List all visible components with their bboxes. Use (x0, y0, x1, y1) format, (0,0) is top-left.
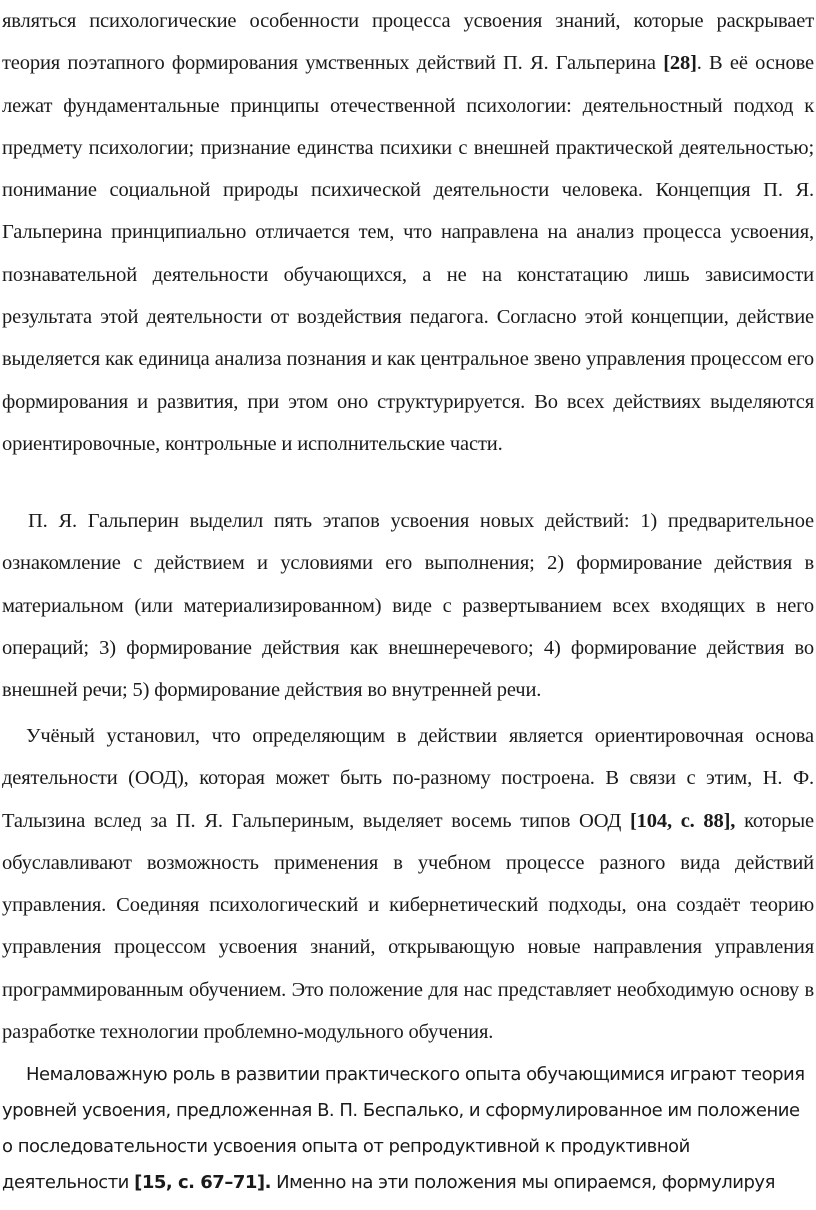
paragraph-2-text: П. Я. Гальперин выделил пять этапов усвоения новых действий: 1) предварительное ознакомление с действием и условиями его выполнения; 2) формирование действия в материальном (или материализированном) виде с развертыванием всех входящих в него операций; 3) формирование действия как внешнеречевого; 4) формирование действия во внешней речи; 5) формирование действия во внутренней речи. (2, 510, 814, 702)
paragraph-4-text-a: Немаловажную роль в развитии практического опыта обучающимися играют теория уровней усвоения, предложенная В. П. Беспалько, и сформулированное им положение о последовательности усвоения опыта от репродуктивной к продуктивной деятельности (2, 1064, 805, 1193)
citation-28: [28] (663, 52, 697, 75)
paragraph-2 (2, 500, 814, 711)
paragraph-4 (2, 1057, 814, 1201)
paragraph-1-text-b: . В её основе лежат фундаментальные принципы отечественной психологии: деятельностный подход к предмету психологии; признание единства психики с внешней практической деятельностью; понимание социальной природы психической деятельности человека. Концепция П. Я. Гальперина принципиально отличается тем, что направлена на анализ процесса усвоения, познавательной деятельности обучающихся, а не на констатацию лишь зависимости результата этой деятельности от воздействия педагога. Согласно этой концепции, действие выделяется как единица анализа познания и как центральное звено управления процессом его формирования и развития, при этом оно структурируется. Во всех действиях выделяются ориентировочные, контрольные и исполнительские части. (2, 52, 814, 455)
paragraph-3 (2, 715, 814, 1053)
citation-15: [15, с. 67–71]. (134, 1172, 271, 1193)
paragraph-3-text-a: Учёный установил, что определяющим в действии является ориентировочная основа деятельности (ООД), которая может быть по-разному построена. В связи с этим, Н. Ф. Талызина вслед за П. Я. Гальпериным, выделяет восемь типов ООД (2, 725, 814, 832)
paragraph-3-text-b: которые обуславливают возможность применения в учебном процессе разного вида действий управления. Соединяя психологический и кибернетический подходы, она создаёт теорию управления процессом усвоения знаний, открывающую новые направления управления программированным обучением. Это положение для нас представляет необходимую основу в разработке технологии проблемно-модульного обучения. (2, 809, 814, 1044)
paragraph-1 (2, 0, 814, 465)
citation-104: [104, с. 88], (629, 809, 736, 832)
paragraph-1-text-a: являться психологические особенности процесса усвоения знаний, которые раскрывает теория поэтапного формирования умственных действий П. Я. Гальперина (2, 10, 814, 75)
paragraph-4-text-b: Именно на эти положения мы опираемся, формулируя (270, 1172, 775, 1193)
